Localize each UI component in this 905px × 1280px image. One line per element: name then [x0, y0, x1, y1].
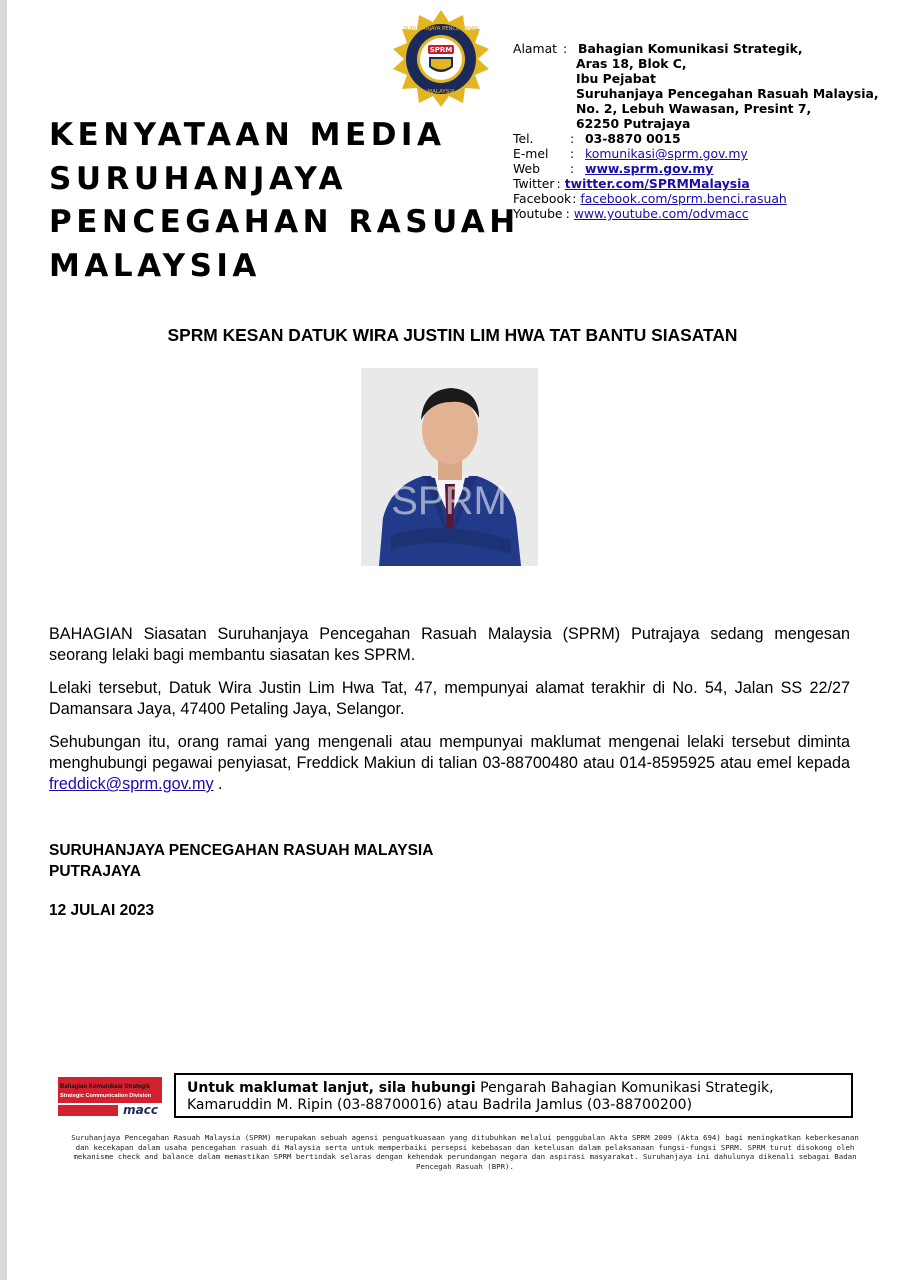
body-text: .: [213, 775, 223, 793]
email-label: E-mel: [513, 146, 549, 161]
body-paragraph: BAHAGIAN Siasatan Suruhanjaya Pencegahan Rasuah Malaysia (SPRM) Putrajaya sedang mengesan seorang lelaki bagi membantu siasatan kes SPRM.: [49, 625, 850, 664]
facebook-label: Facebook: [513, 191, 572, 206]
title-line: PENCEGAHAN RASUAH: [49, 204, 520, 240]
address-line: Bahagian Komunikasi Strategik,: [578, 41, 803, 56]
photo-watermark: SPRM: [391, 479, 507, 523]
investigator-email-link[interactable]: freddick@sprm.gov.my: [49, 775, 214, 793]
further-info-lead: Untuk maklumat lanjut, sila hubungi: [187, 1080, 476, 1096]
signature-line: SURUHANJAYA PENCEGAHAN RASUAH MALAYSIA: [49, 842, 434, 859]
web-label: Web: [513, 161, 541, 176]
address-line: No. 2, Lebuh Wawasan, Presint 7,: [576, 101, 812, 116]
logo-ring-top: SURUHANJAYA PENCEGAHAN: [403, 26, 479, 32]
further-info-box: [174, 1073, 853, 1118]
body-text: Sehubungan itu, orang ramai yang mengenali atau mempunyai maklumat mengenai lelaki tersebut diminta menghubungi pegawai penyiasat, Freddick Makiun di talian 03-88700480 atau 014-8595925 atau emel kepada: [49, 733, 850, 772]
portrait-photo: [361, 368, 538, 566]
macc-division-logo: [58, 1077, 172, 1117]
signature-line: PUTRAJAYA: [49, 863, 141, 880]
address-line: Suruhanjaya Pencegahan Rasuah Malaysia,: [576, 86, 879, 101]
logo-ring-bottom: MALAYSIA: [427, 89, 455, 95]
address-line: Ibu Pejabat: [576, 71, 656, 86]
title-line: SURUHANJAYA: [49, 160, 347, 197]
youtube-label: Youtube: [513, 206, 563, 221]
page-edge: [0, 0, 7, 1280]
tel-value: 03-8870 0015: [585, 131, 681, 146]
twitter-label: Twitter: [513, 176, 555, 191]
disclaimer-text: Suruhanjaya Pencegahan Rasuah Malaysia (SPRM) merupakan sebuah agensi penguatkuasaan yang ditubuhkan melalui penggubalan Akta SPRM 2009 (Akta 694) bagi meningkatkan keberkesanan dan kecekapan dalam usaha pencegahan rasuah di Malaysia serta untuk memperbaiki persepsi kebebasan dan ketelusan dalam pelaksanaan fungsi-fungsi SPRM. SPRM turut disokong oleh mekanisme check and balance dalam memastikan SPRM bertindak selaras dengan kehendak perundangan negara dan aspirasi masyarakat. Suruhanjaya ini dahulunya dikenali sebagai Badan Pencegah Rasuah (BPR).: [71, 1133, 859, 1171]
address-line: Aras 18, Blok C,: [576, 56, 687, 71]
title-line: MALAYSIA: [49, 247, 261, 284]
body-paragraph: [49, 732, 850, 795]
youtube-link[interactable]: www.youtube.com/odvmacc: [573, 206, 749, 221]
address-line: 62250 Putrajaya: [576, 116, 691, 131]
logo-division-en: Strategic Communication Division: [60, 1093, 152, 1099]
tel-label: Tel.: [513, 131, 534, 146]
facebook-link[interactable]: facebook.com/sprm.benci.rasuah: [580, 191, 787, 206]
logo-division-ms: Bahagian Komunikasi Strategik: [60, 1084, 151, 1090]
body-paragraph: Lelaki tersebut, Datuk Wira Justin Lim Hwa Tat, 47, mempunyai alamat terakhir di No. 54, Jalan SS 22/27 Damansara Jaya, 47400 Petaling Jaya, Selangor.: [49, 679, 850, 718]
statement-body: [49, 624, 850, 807]
release-date: 12 JULAI 2023: [49, 902, 155, 919]
signature-block: [49, 840, 433, 882]
logo-brand: macc: [123, 1103, 158, 1117]
contact-block: Alamat : Bahagian Komunikasi Strategik, Aras 18, Blok C, Ibu Pejabat Suruhanjaya Pencegahan Rasuah Malaysia, No. 2, Lebuh Wawasan, Presint 7, 62250 Putrajaya Tel. : 03-8870 0015 E-mel : komunikasi@sprm.gov.my Web : www.sprm.gov.my Twitter : twitter.com/SPRMMalaysia Facebook : facebook.com/sprm.benci.rasuah Youtube : www.youtube.com/odvmacc: [513, 41, 879, 221]
title-line: KENYATAAN MEDIA: [49, 117, 446, 153]
logo-center-label: SPRM: [429, 46, 453, 54]
headline: SPRM KESAN DATUK WIRA JUSTIN LIM HWA TAT BANTU SIASATAN: [167, 325, 738, 345]
twitter-link[interactable]: twitter.com/SPRMMalaysia: [564, 176, 750, 191]
address-label: Alamat: [513, 41, 558, 56]
further-info-text: Pengarah Bahagian Komunikasi Strategik, Kamaruddin M. Ripin (03-88700016) atau Badrila Jamlus (03-88700200): [187, 1080, 774, 1113]
email-link[interactable]: komunikasi@sprm.gov.my: [585, 146, 748, 161]
sprm-emblem-logo: [387, 8, 495, 108]
web-link[interactable]: www.sprm.gov.my: [585, 161, 714, 176]
media-statement-title: [49, 114, 520, 288]
